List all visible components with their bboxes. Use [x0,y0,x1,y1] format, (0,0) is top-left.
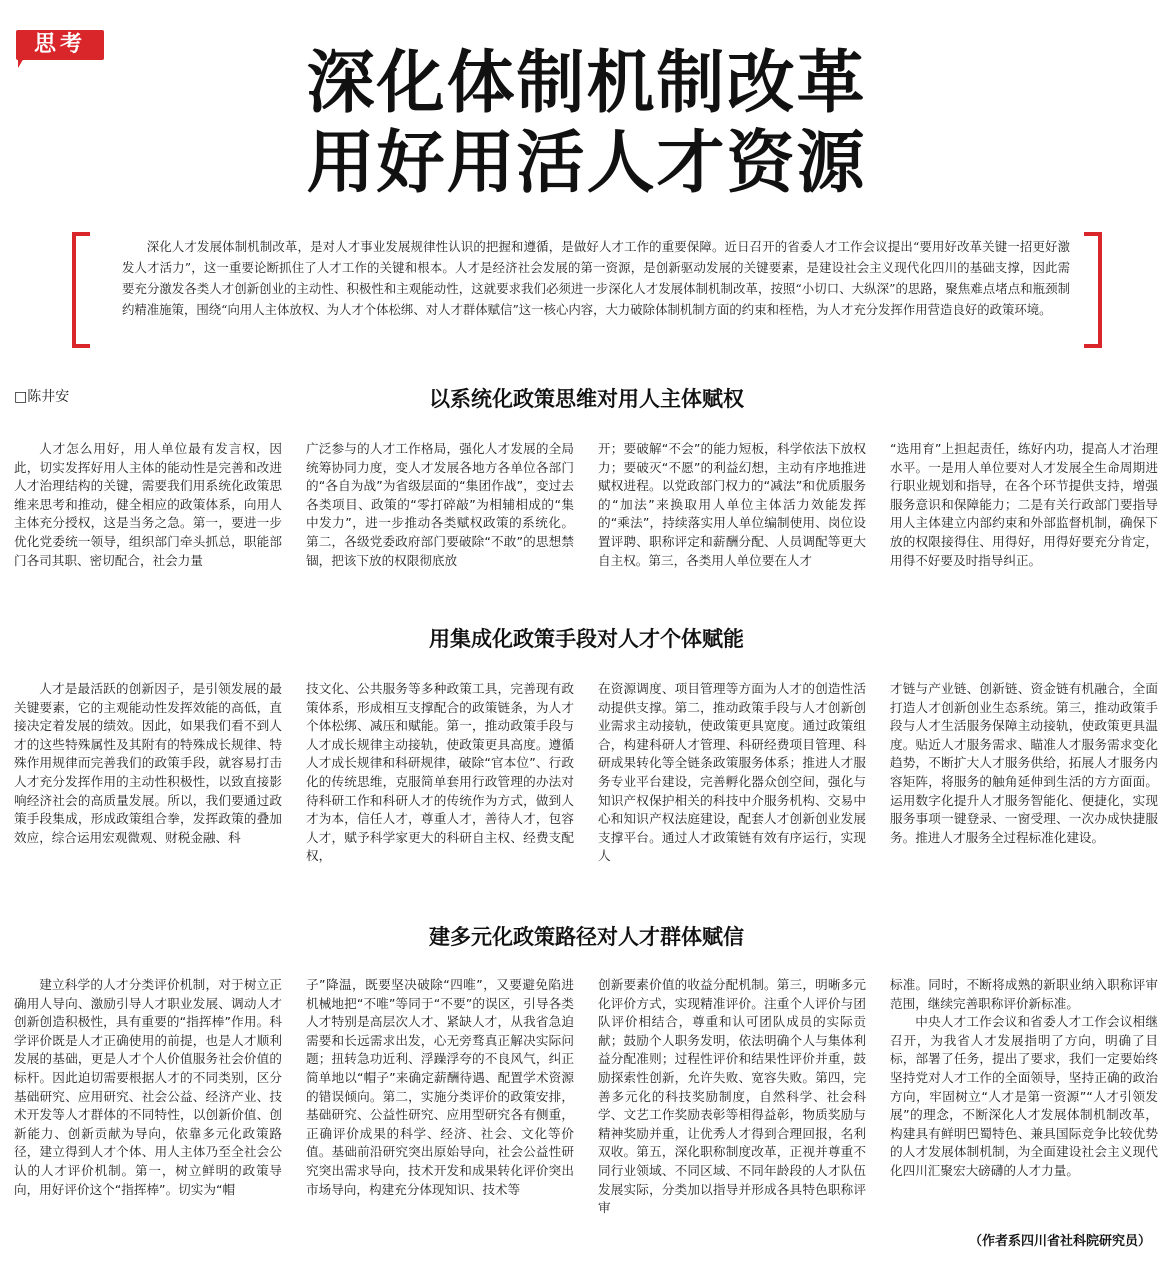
lead-box [72,232,1102,342]
right-bracket [1084,232,1102,348]
column [306,976,574,1218]
column [14,680,282,866]
paragraph: 建立科学的人才分类评价机制，对于树立正确用人导向、激励引导人才职业发展、调动人才创新创造积极性，具有重要的“指挥棒”作用。科学评价既是人才正确使用的前提，也是人才顺利发展的基础，更是人才个人价值服务社会价值的标杆。因此迫切需要根据人才的不同类别，区分基础研究、应用研究、社会公益、经济产业、技术开发等人才群体的不同特性，以创新价值、创新能力、创新贡献为导向，依靠多元化政策路径，建立得到人才个体、用人主体乃至全社会公认的人才评价机制。第一，树立鲜明的政策导向，用好评价这个“指挥棒”。切实为“帽 [14,977,282,1197]
paragraph: 开；要破解“不会”的能力短板，科学依法下放权力；要破灭“不愿”的利益幻想，主动有序地推进赋权进程。以党政部门权力的“减法”和优质服务的“加法”来换取用人单位主体活力效能发挥的“乘法”，持续落实用人单位编制使用、岗位设置评聘、职称评定和薪酬分配、人员调配等更大自主权。第三，各类用人单位要在人才 [598,441,866,568]
author-name: □陈井安 [14,389,70,405]
section-title-1: 以系统化政策思维对用人主体赋权 [429,387,744,411]
headline-line-1: 深化体制机制改革 [306,44,867,123]
column [598,680,866,866]
column [890,440,1158,570]
section-2-columns [14,680,1158,866]
headline-line-2: 用好用活人才资源 [306,124,867,203]
section-title-3: 建多元化政策路径对人才群体赋信 [429,925,744,949]
column [598,440,866,570]
paragraph: 创新要素价值的收益分配机制。第三，明晰多元化评价方式，实现精准评价。注重个人评价与团队评价相结合，尊重和认可团队成员的实际贡献；鼓励个人职务发明，依法明确个人与集体利益分配准则；过程性评价和结果性评价并重，鼓励探索性创新，允许失败、宽容失败。第四，完善多元化的科技奖励制度，自然科学、社会科学、文艺工作奖励表彰等相得益彰，物质奖励与精神奖励并重，让优秀人才得到合理回报，名利双收。第五，深化职称制度改革，正视并尊重不同行业领域、不同区域、不同年龄段的人才队伍发展实际，分类加以指导并形成各具特色职称评审 [598,977,866,1216]
paragraph: 技文化、公共服务等多种政策工具，完善现有政策体系，形成相互支撑配合的政策链条，为人才个体松绑、减压和赋能。第一，推动政策手段与人才成长规律主动接轨，使政策更具高度。遵循人才成长规律和科研规律，破除“官本位”、行政化的传统思维，克服简单套用行政管理的办法对待科研工作和科研人才的传统作为方式，做到人才为本，信任人才，尊重人才，善待人才，包容人才，赋予科学家更大的科研自主权、经费支配权， [306,681,574,864]
paragraph: 人才怎么用好，用人单位最有发言权，因此，切实发挥好用人主体的能动性是完善和改进人才治理结构的关键，需要我们用系统化政策思维来思考和推动，健全相应的政策体系，向用人主体充分授权，这是当务之急。第一，要进一步优化党委统一领导，组织部门牵头抓总，职能部门各司其职、密切配合，社会力量 [14,441,282,568]
paragraph: “选用育”上担起责任，练好内功，提高人才治理水平。一是用人单位要对人才发展全生命周期进行职业规划和指导，在各个环节提供支持，增强服务意识和保障能力；二是有关行政部门要指导用人主体建立内部约束和外部监督机制，确保下放的权限接得住、用得好，用得好要充分肯定，用得不好要及时指导纠正。 [890,441,1158,568]
lead-paragraph: 深化人才发展体制机制改革，是对人才事业发展规律性认识的把握和遵循，是做好人才工作的重要保障。近日召开的省委人才工作会议提出“要用好改革关键一招更好激发人才活力”，这一重要论断抓住了人才工作的关键和根本。人才是经济社会发展的第一资源，是创新驱动发展的关键要素，是建设社会主义现代化四川的基础支撑，因此需要充分激发各类人才创新创业的主动性、积极性和主观能动性，这就要求我们必须进一步深化人才发展体制机制改革，按照“小切口、大纵深”的思路，聚焦难点堵点和瓶颈制约精准施策，围绕“向用人主体放权、为人才个体松绑、对人才群体赋信”这一核心内容，大力破除体制机制方面的约束和桎梏，为人才充分发挥作用营造良好的政策环境。 [122,239,1070,317]
left-bracket [72,232,90,348]
paragraph: 在资源调度、项目管理等方面为人才的创造性活动提供支撑。第二，推动政策手段与人才创新创业需求主动接轨，使政策更具宽度。通过政策组合，构建科研人才管理、科研经费项目管理、科研成果转化等全链条政策服务体系；推进人才服务专业平台建设，完善孵化器众创空间，强化与知识产权保护相关的科技中介服务机构、交易中心和知识产权法庭建设，配套人才创新创业发展支撑平台。通过人才政策链有效有序运行，实现人 [598,681,866,864]
column [14,440,282,570]
column [890,976,1158,1218]
section-title-2: 用集成化政策手段对人才个体赋能 [429,627,744,651]
section-3-columns [14,976,1158,1218]
column [14,976,282,1218]
section-1-columns [14,440,1158,570]
paragraph: 中央人才工作会议和省委人才工作会议相继召开，为我省人才发展指明了方向，明确了目标，部署了任务，提出了要求，我们一定要始终坚持党对人才工作的全面领导，坚持正确的政治方向，牢固树立“人才是第一资源”“人才引领发展”的理念，不断深化人才发展体制机制改革，构建具有鲜明巴蜀特色、兼具国际竞争比较优势的人才发展体制机制，为全面建设社会主义现代化四川汇聚宏大磅礴的人才力量。 [890,1014,1158,1178]
column [306,680,574,866]
paragraph: 子”降温，既要坚决破除“四唯”，又要避免陷进机械地把“不唯”等同于“不要”的误区，引导各类人才特别是高层次人才、紧缺人才，从我省急迫需要和长远需求出发，心无旁骛真正解决实际问题；扭转急功近利、浮躁浮夸的不良风气，纠正简单地以“帽子”来确定薪酬待遇、配置学术资源的错误倾向。第二，实施分类评价的政策安排，基础研究、公益性研究、应用型研究各有侧重，正确评价成果的科学、经济、社会、文化等价值。基础前沿研究突出原始导向，社会公益性研究突出需求导向，技术开发和成果转化评价突出市场导向，构建充分体现知识、技术等 [306,977,574,1197]
paragraph: 广泛参与的人才工作格局，强化人才发展的全局统筹协同力度，变人才发展各地方各单位各部门的“各自为战”为省级层面的“集团作战”，变过去各类项目、政策的“零打碎敲”为相辅相成的“集中发力”，进一步推动各类赋权政策的系统化。第二，各级党委政府部门要破除“不敢”的思想禁锢，把该下放的权限彻底放 [306,441,574,568]
section-tag: 思考 [16,30,104,60]
author-byline: （作者系四川省社科院研究员） [968,1234,1151,1249]
paragraph: 才链与产业链、创新链、资金链有机融合，全面打造人才创新创业生态系统。第三，推动政策手段与人才生活服务保障主动接轨，使政策更具温度。贴近人才服务需求、瞄准人才服务需求变化趋势，不断扩大人才服务供给，拓展人才服务内容矩阵，将服务的触角延伸到生活的方方面面。运用数字化提升人才服务智能化、便捷化，实现服务事项一键登录、一窗受理、一次办成快捷服务。推进人才服务全过程标准化建设。 [890,681,1158,845]
paragraph: 人才是最活跃的创新因子，是引领发展的最关键要素，它的主观能动性发挥效能的高低，直接决定着发展的绩效。因此，如果我们看不到人才的这些特殊属性及其附有的特殊成长规律、特殊作用规律而完善我们的政策手段，就容易打击人才充分发挥作用的主动性积极性，以致直接影响经济社会的高质量发展。所以，我们要通过政策手段集成，形成政策组合拳，发挥政策的叠加效应，综合运用宏观微观、财税金融、科 [14,681,282,845]
column [890,680,1158,866]
column [598,976,866,1218]
column [306,440,574,570]
headline [0,44,1173,204]
paragraph: 标准。同时，不断将成熟的新职业纳入职称评审范围，继续完善职称评价新标准。 [890,977,1158,1011]
